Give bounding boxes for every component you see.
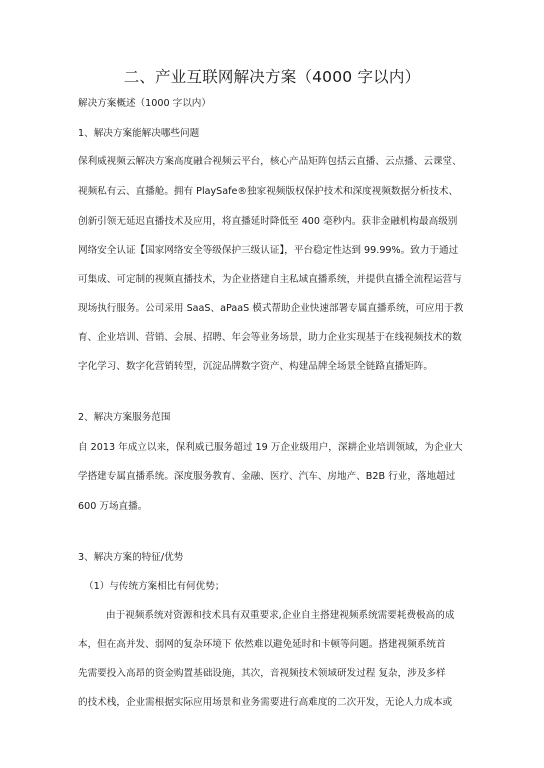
s3-line: 本，但在高并发、弱网的复杂环境下 依然难以避免延时和卡顿等问题。搭建视频系统首 [78, 639, 446, 650]
s2-line: 学搭建专属直播系统。深度服务教育、金融、医疗、汽车、房地产、B2B 行业，落地超过 [78, 471, 456, 482]
section-title: 二、产业互联网解决方案（4000 字以内） [123, 68, 421, 86]
s3-line: 的技术栈，企业需根据实际应用场景和业务需要进行高难度的二次开发，无论人力成本或 [78, 697, 453, 708]
s1-line: 创新引领无延迟直播技术及应用，将直播延时降低至 400 毫秒内。获非金融机构最高级别 [78, 216, 458, 227]
s3-heading: 3、解决方案的特征/优势 [78, 552, 184, 563]
s2-line: 600 万场直播。 [78, 501, 148, 512]
s1-line: 保利威视频云解决方案高度融合视频云平台，核心产品矩阵包括云直播、云点播、云课堂、 [78, 156, 462, 167]
s1-line: 可集成、可定制的视频直播技术，为企业搭建自主私域直播系统，并提供直播全流程运营与 [78, 274, 462, 285]
s2-heading: 2、解决方案服务范围 [78, 412, 171, 423]
s3-line: 先需要投入高昂的资金购置基础设施，其次，音视频技术领域研发过程 复杂，涉及多样 [78, 668, 446, 679]
s1-line: 视频私有云、直播舱。拥有 PlaySafe®独家视频版权保护技术和深度视频数据分析技术、 [78, 186, 459, 197]
s1-line: 现场执行服务。公司采用 SaaS、aPaaS 模式帮助企业快速部署专属直播系统，可应用于教 [78, 303, 464, 314]
s2-line: 自 2013 年成立以来，保利威已服务超过 19 万企业级用户，深耕企业培训领域，为企业大 [78, 442, 463, 453]
s1-line: 网络安全认证【国家网络安全等级保护三级认证】，平台稳定性达到 99.99%。致力于通过 [78, 245, 459, 256]
overview-heading: 解决方案概述（1000 字以内） [78, 98, 211, 109]
s1-heading: 1、解决方案能解决哪些问题 [78, 128, 200, 139]
s1-line: 育、企业培训、营销、会展、招聘、年会等业务场景，助力企业实现基于在线视频技术的数 [78, 332, 462, 343]
s1-line: 字化学习、数字化营销转型，沉淀品牌数字资产、构建品牌全场景全链路直播矩阵。 [78, 361, 433, 372]
s3-line: 由于视频系统对资源和技术具有双重要求,企业自主搭建视频系统需要耗费极高的成 [106, 610, 455, 621]
s3-sub-heading: （1）与传统方案相比有何优势； [84, 581, 225, 592]
